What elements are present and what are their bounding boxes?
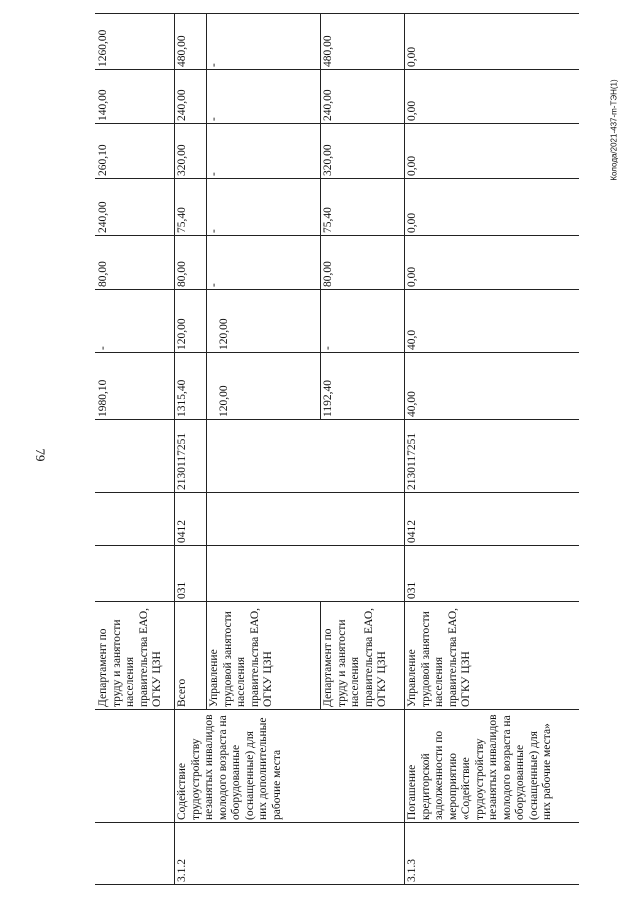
year-2023-cell: 260,10	[97, 144, 109, 176]
year-2022-cell: 75,40	[322, 207, 334, 233]
year-2021-cell: 80,00	[97, 261, 109, 287]
grbs-cell: 031	[406, 581, 418, 599]
rzpr-cell: 0412	[406, 520, 418, 543]
year-2025-cell: 480,00	[322, 35, 334, 67]
year-2021-cell: -	[208, 283, 220, 287]
year-2022-cell: 75,40	[176, 207, 188, 233]
item-number-cell: 3.1.2	[176, 859, 188, 882]
year-2025-cell: 480,00	[176, 35, 188, 67]
total-cell: 40,00	[406, 391, 418, 417]
year-2020-cell: -	[322, 346, 334, 350]
executor-cell: Всего	[176, 678, 188, 707]
measure-name-cell: Погашение кредиторской задолженности по мероприятию «Содействие трудоустройству незанятых инвалидов молодого возраста на оборудованные (оснащенные) для них рабочие места»	[406, 714, 553, 820]
year-2023-cell: 320,00	[322, 144, 334, 176]
year-2023-cell: -	[208, 172, 220, 176]
year-2021-cell: 0,00	[406, 266, 418, 287]
total-cell: 120,00	[218, 385, 230, 417]
year-2020-cell: -	[97, 346, 109, 350]
year-2023-cell: 0,00	[406, 155, 418, 176]
page-number: 79	[33, 448, 48, 462]
year-2021-cell: 80,00	[322, 261, 334, 287]
year-2022-cell: -	[208, 229, 220, 233]
measure-name-cell: Содействие трудоустройству незанятых инвалидов молодого возраста на оборудованные (оснащенные) для них дополнительные рабочие места	[176, 714, 283, 820]
total-cell: 1315,40	[176, 379, 188, 417]
executor-cell: Управление трудовой занятости населения правительства ЕАО, ОГКУ ЦЗН	[208, 607, 274, 707]
year-2024-cell: 240,00	[322, 89, 334, 121]
year-2024-cell: 240,00	[176, 89, 188, 121]
year-2025-cell: 0,00	[406, 46, 418, 67]
executor-cell: Управление трудовой занятости населения правительства ЕАО, ОГКУ ЦЗН	[406, 607, 472, 707]
year-2020-cell: 120,00	[218, 318, 230, 350]
csr-cell: 2130117251	[406, 432, 418, 490]
total-cell: 1980,10	[97, 379, 109, 417]
year-2021-cell: 80,00	[176, 261, 188, 287]
year-2025-cell: -	[208, 63, 220, 67]
year-2025-cell: 1260,00	[97, 29, 109, 67]
year-2024-cell: -	[208, 117, 220, 121]
rzpr-cell: 0412	[176, 520, 188, 543]
total-cell: 1192,40	[322, 380, 334, 417]
year-2020-cell: 120,00	[176, 318, 188, 350]
executor-cell: Департамент по труду и занятости населения правительства ЕАО, ОГКУ ЦЗН	[322, 607, 388, 707]
year-2024-cell: 140,00	[97, 89, 109, 121]
year-2022-cell: 240,00	[97, 201, 109, 233]
executor-cell: Департамент по труду и занятости населения правительства ЕАО, ОГКУ ЦЗН	[97, 607, 163, 707]
document-footer-code: Колода/2021-437-m-ТЭН(1)	[609, 79, 619, 181]
year-2024-cell: 0,00	[406, 100, 418, 121]
grbs-cell: 031	[176, 581, 188, 599]
year-2022-cell: 0,00	[406, 212, 418, 233]
item-number-cell: 3.1.3	[406, 859, 418, 882]
year-2023-cell: 320,00	[176, 144, 188, 176]
budget-table	[95, 13, 579, 885]
csr-cell: 2130117251	[176, 432, 188, 490]
year-2020-cell: 40,0	[406, 329, 418, 350]
